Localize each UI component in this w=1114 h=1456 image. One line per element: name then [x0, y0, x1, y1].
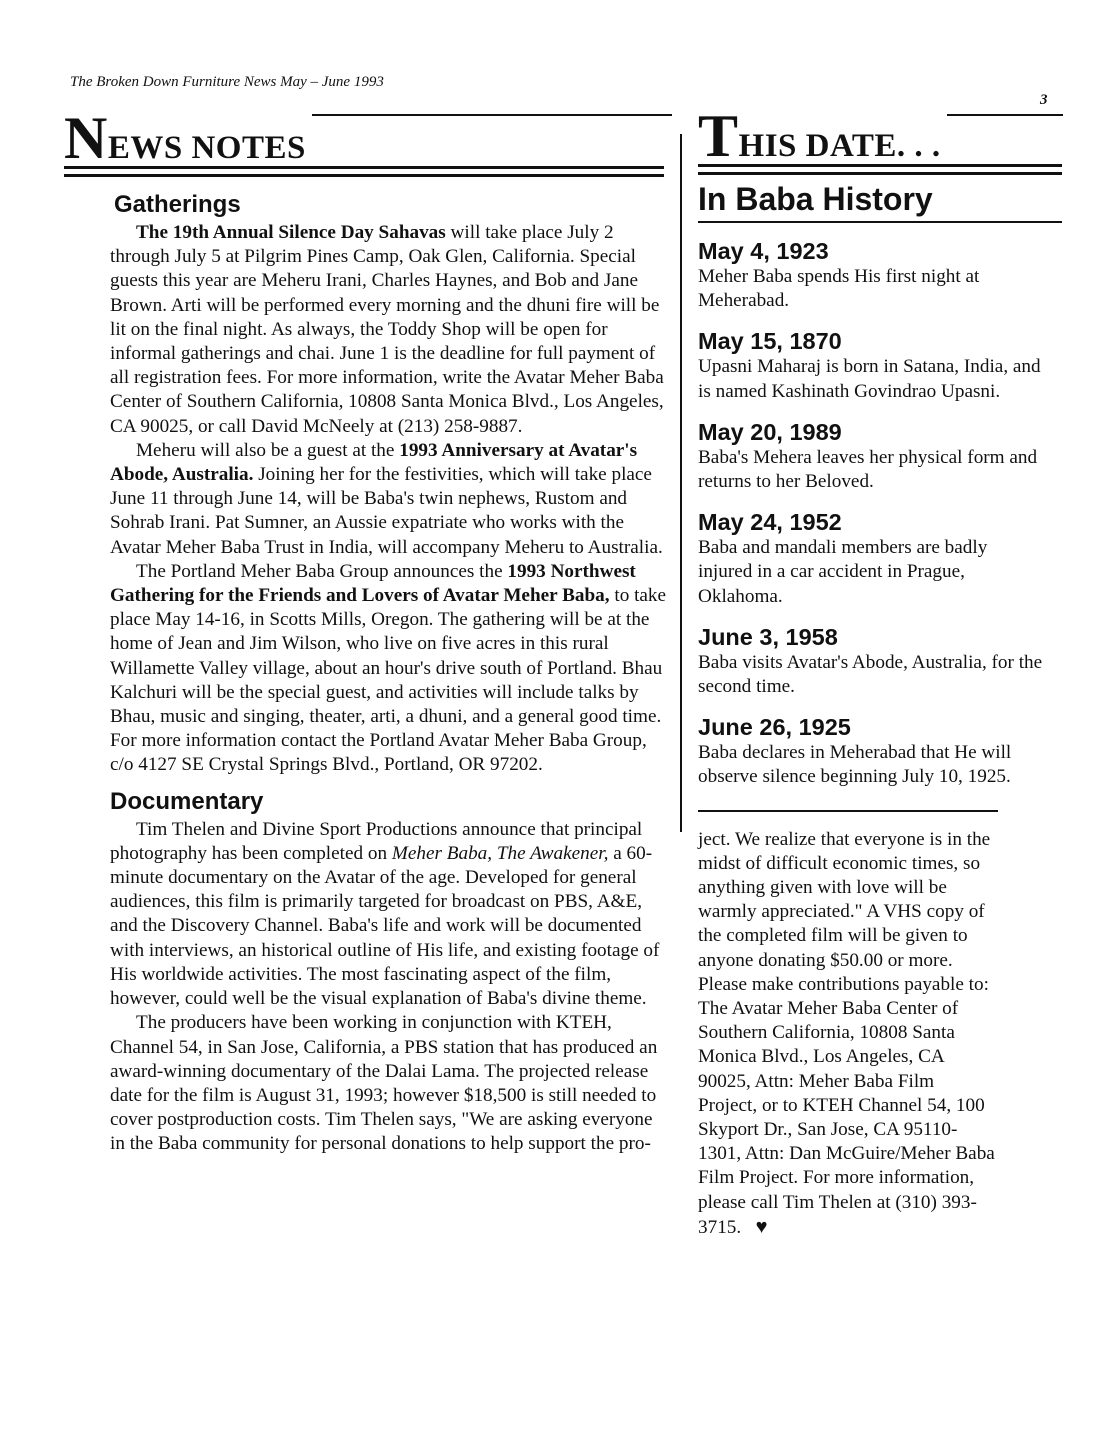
entry-text: Baba visits Avatar's Abode, Australia, for the second time. [698, 651, 1043, 698]
entry-date: May 4, 1923 [698, 238, 829, 264]
title-double-rule-2 [64, 174, 664, 177]
documentary-text-a: Tim Thelen and Divine Sport Productions announce that principal photography has been completed on [110, 818, 643, 864]
sahavas-name: The 19th Annual Silence Day Sahavas [136, 222, 446, 243]
entry-text: Baba and mandali members are badly injured in a car accident in Prague, Oklahoma. [698, 537, 988, 607]
history-entry [698, 623, 1043, 699]
this-date-title-rest: HIS DATE. . . [738, 128, 941, 164]
subtitle-rule [698, 221, 1062, 223]
documentary-paragraph-1 [110, 818, 672, 1012]
entry-date: May 20, 1989 [698, 418, 842, 445]
film-title: Meher Baba, The Awakener, [391, 842, 609, 864]
box-end-rule [698, 810, 998, 812]
gatherings-heading: Gatherings [114, 191, 241, 218]
page-number: 3 [1040, 92, 1048, 108]
entry-date: May 24, 1952 [698, 509, 842, 536]
news-notes-title-cap: N [64, 105, 108, 171]
northwest-name: 1993 Northwest Gathering for the Friends and Lovers of Avatar Meher Baba, [110, 560, 636, 607]
news-notes-title-row [64, 105, 672, 171]
history-entry [698, 713, 1043, 789]
anniversary-name: 1993 Anniversary at Avatar's Abode, Australia. [110, 439, 638, 486]
continuation-text: ject. We realize that everyone is in the midst of difficult economic times, so anything given with love will be warmly appreciated." A VHS copy of the completed film will be given to anyone donating $50.00 or more. Please make contributions payable to: The Avatar Meher Baba Center of Southern California, 10808 Santa Monica Blvd., Los Angeles, CA 90025, Attn: Meher Baba Film Project, or to KTEH Channel 54, 100 Skyport Dr., San Jose, CA 95110-1301, Attn: Dan McGuire/Meher Baba Film Project. For more information, please call Tim Thelen at (310) 393-3715. [698, 828, 995, 1238]
title-top-rule [312, 114, 672, 116]
entry-text: Baba declares in Meherabad that He will observe silence beginning July 10, 1925. [698, 742, 1012, 788]
entry-text: Baba's Mehera leaves her physical form and returns to her Beloved. [698, 446, 1038, 493]
this-date-subtitle: In Baba History [698, 181, 933, 217]
sahavas-text: will take place July 2 through July 5 at Pilgrim Pines Camp, Oak Glen, California. Special guests this year are Meheru Irani, Charles Haynes, and Bob and Jane Brown. Arti will be performed every morning and the dhuni fire will be lit on the final night. As always, the Toddy Shop will be open for informal gatherings and chai. June 1 is the deadline for full payment of all registration fees. For more information, write the Avatar Meher Baba Center of Southern California, 10808 Santa Monica Blvd., Los Angeles, CA 90025, or call David McNeely at (213) 258-9887. [110, 222, 664, 437]
entry-text: Upasni Maharaj is born in Satana, India, and is named Kashinath Govindrao Upasni. [698, 356, 1041, 402]
history-entry [698, 508, 1043, 609]
documentary-paragraph-2 [110, 1011, 672, 1156]
entry-date: June 3, 1958 [698, 623, 838, 650]
this-date-title [698, 103, 941, 169]
column-divider [680, 134, 682, 832]
gatherings-paragraph-1 [110, 221, 672, 439]
northwest-text-a: The Portland Meher Baba Group announces the [136, 560, 508, 582]
running-head: The Broken Down Furniture News May – June 1993 [70, 74, 384, 90]
news-notes-title [64, 105, 306, 171]
entry-date: May 15, 1870 [698, 328, 842, 355]
entry-text: Meher Baba spends His first night at Meherabad. [698, 266, 980, 312]
history-entry [698, 418, 1043, 494]
anniversary-text-a: Meheru will also be a guest at the [136, 439, 400, 461]
documentary-heading: Documentary [110, 787, 264, 815]
gatherings-paragraph-3 [110, 560, 672, 778]
documentary-body [64, 818, 672, 1157]
news-notes-title-rest: EWS NOTES [107, 130, 306, 166]
documentary-text-b: a 60-minute documentary on the Avatar of the age. Developed for general audiences, this film is primarily targeted for broadcast on PBS, A&E, and the Discovery Channel. Baba's life and work will be documented with interviews, an historical outline of His life, and existing footage of His worldwide activities. The most fascinating aspect of the film, however, could well be the visual explanation of Baba's divine theme. [110, 842, 660, 1010]
this-date-title-row [698, 103, 1043, 169]
gatherings-body [64, 221, 672, 778]
northwest-text-b: to take place May 14-16, in Scotts Mills, Oregon. The gathering will be at the home of Jean and Jim Wilson, who live on five acres in this rural Willamette Valley village, about an hour's drive south of Portland. Bhau Kalchuri will be the special guest, and activities will include talks by Bhau, music and singing, theater, arti, a dhuni, and a general good time. For more information contact the Portland Avatar Meher Baba Group, c/o 4127 SE Crystal Springs Blvd., Portland, OR 97202. [110, 585, 667, 776]
news-notes-column [64, 105, 672, 1157]
producers-text: The producers have been working in conjunction with KTEH, Channel 54, in San Jose, California, a PBS station that has produced an award-winning documentary of the Dalai Lama. The projected release date for the film is August 31, 1993; however $18,500 is still needed to cover postproduction costs. Tim Thelen says, "We are asking everyone in the Baba community for personal donations to help support the pro- [110, 1012, 658, 1155]
gatherings-paragraph-2 [110, 439, 672, 560]
history-entry [698, 237, 1043, 313]
this-date-double-rule-2 [698, 172, 1062, 175]
heart-icon: ♥ [755, 1215, 768, 1238]
history-entry [698, 327, 1043, 403]
documentary-continuation [698, 828, 998, 1240]
this-date-top-rule [947, 114, 1063, 116]
this-date-title-cap: T [698, 103, 739, 169]
anniversary-text-b: Joining her for the festivities, which will take place June 11 through June 14, will be Baba's twin nephews, Rustom and Sohrab Irani. Pat Sumner, an Aussie expatriate who works with the Avatar Meher Baba Trust in India, will accompany Meheru to Australia. [110, 464, 663, 558]
this-date-column [698, 103, 1043, 1240]
entry-date: June 26, 1925 [698, 714, 851, 741]
